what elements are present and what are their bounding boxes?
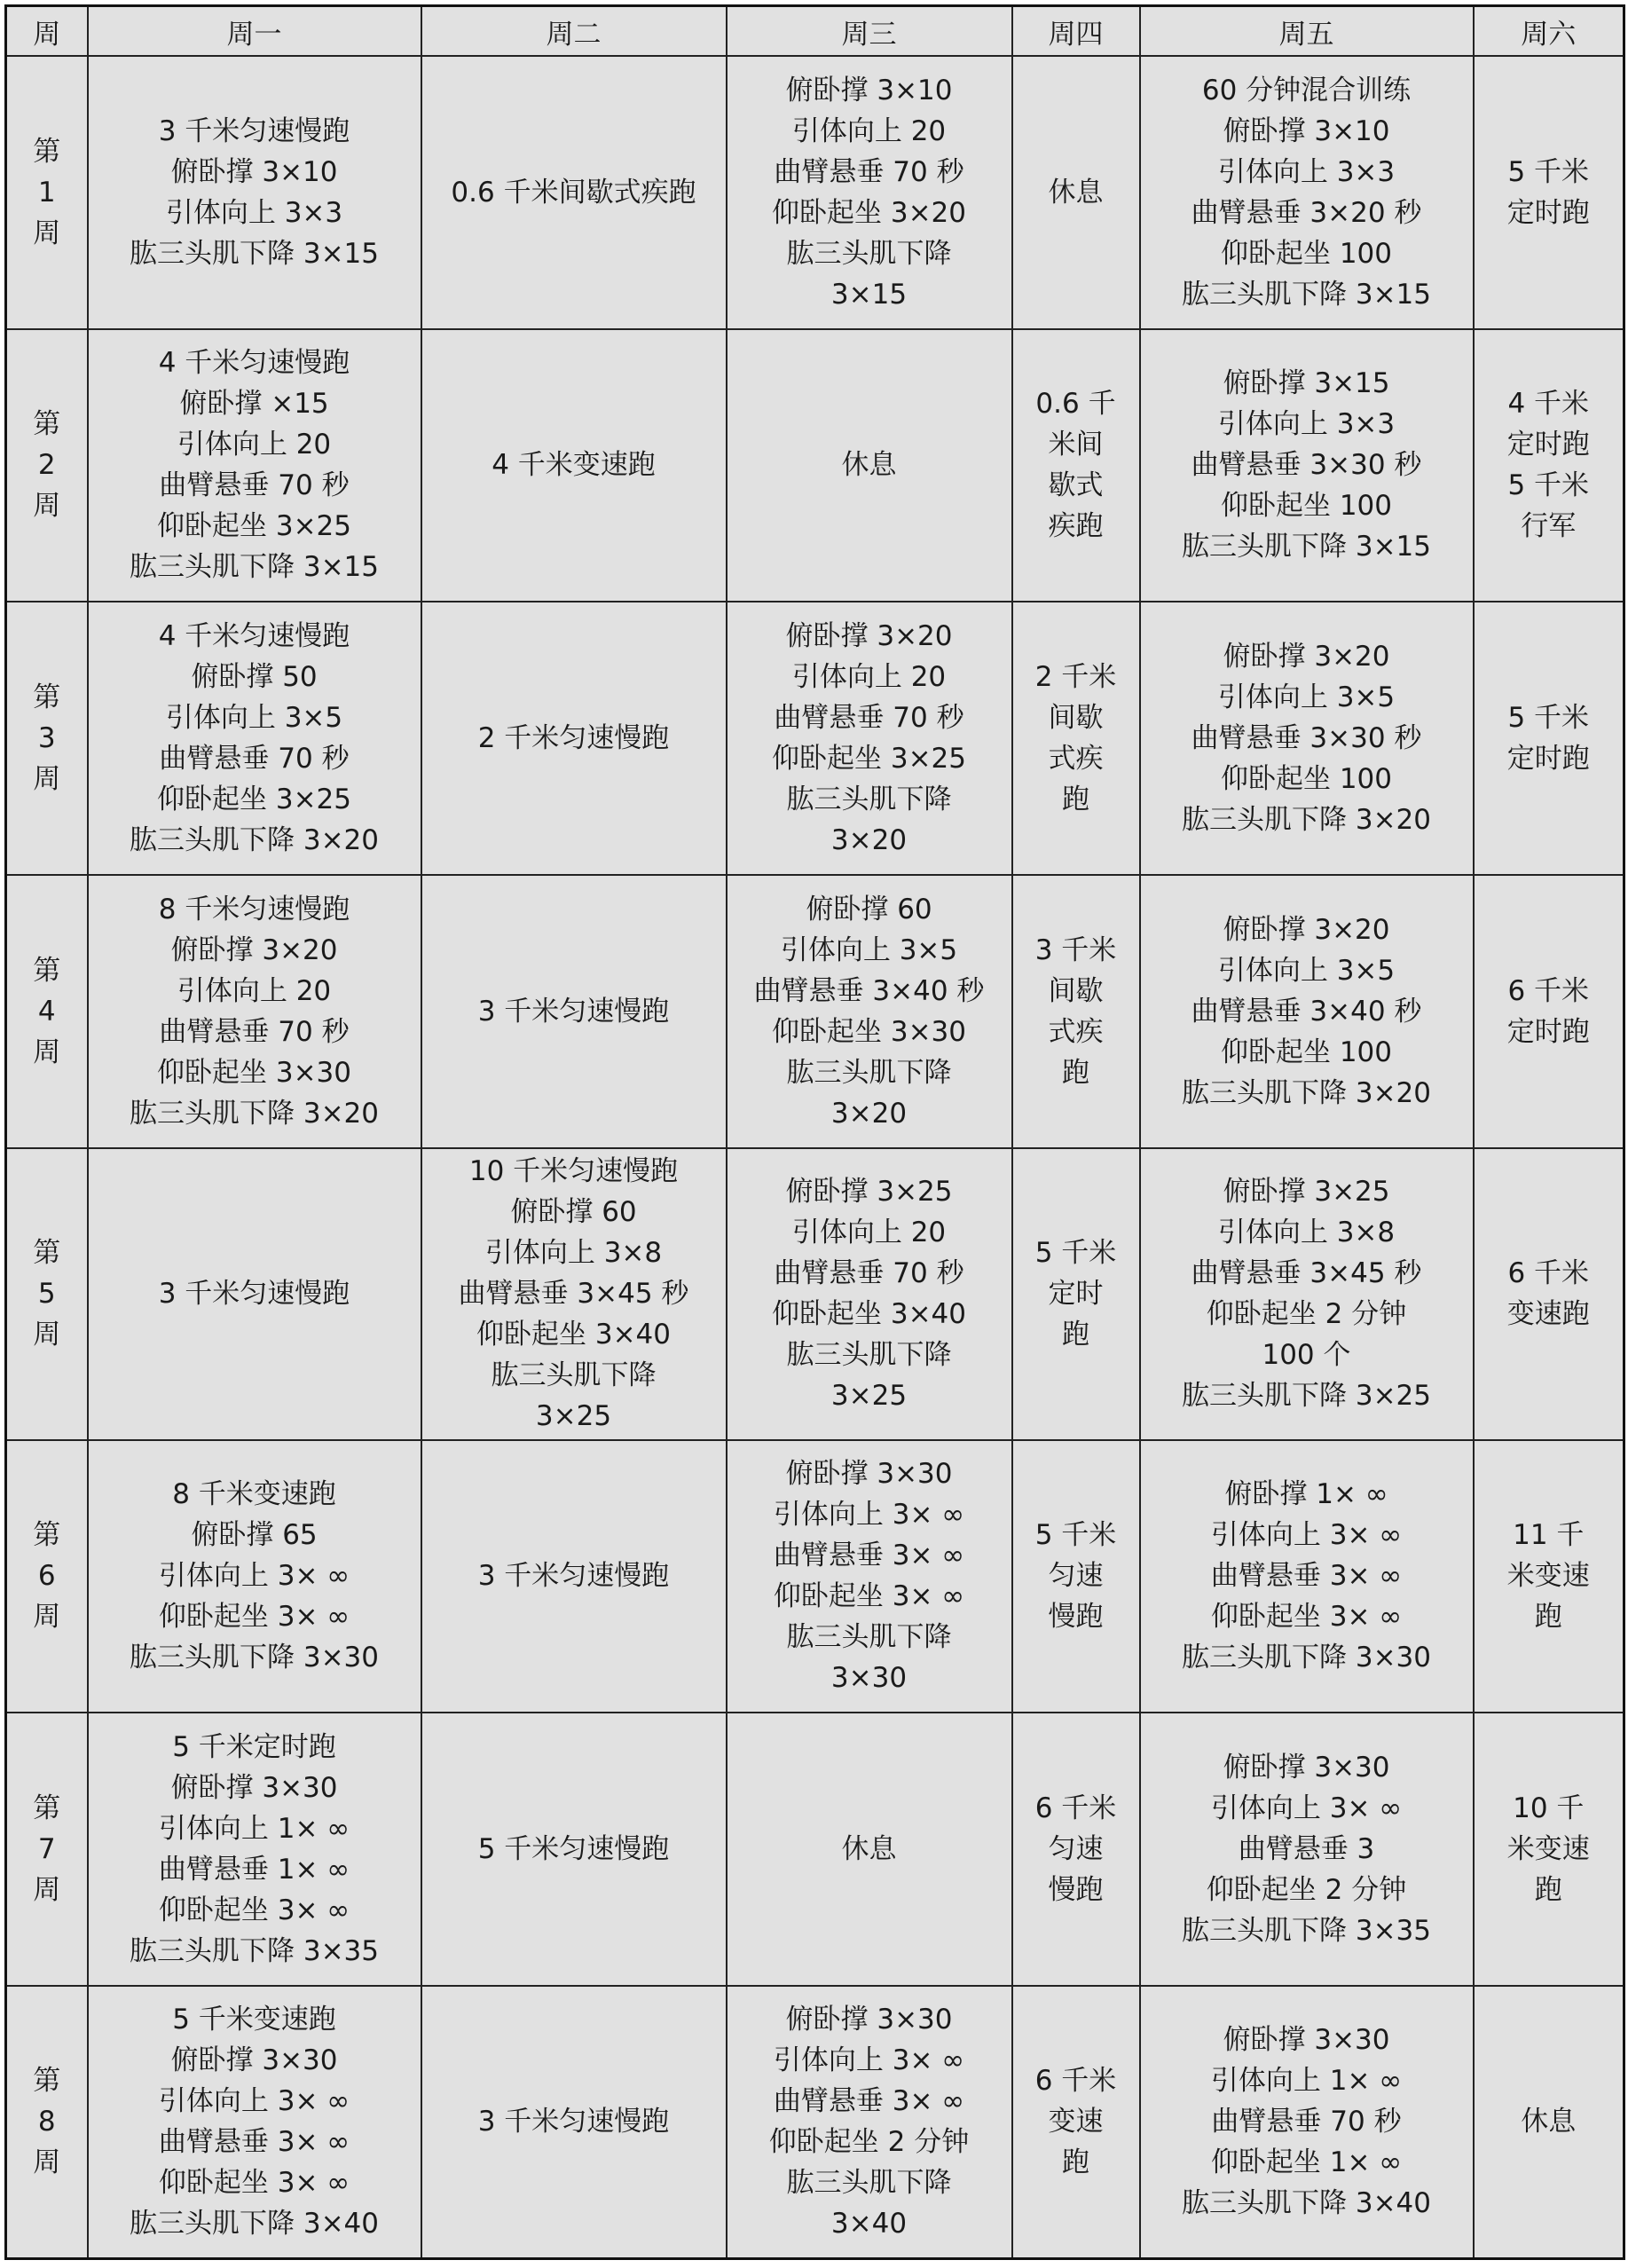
exercise-line: 引体向上 3×5 bbox=[1217, 681, 1396, 714]
exercise-line: 5 千米定时跑 bbox=[172, 1730, 336, 1763]
week-label-line: 第 bbox=[33, 954, 61, 987]
exercise-line: 肱三头肌下降 3×35 bbox=[1182, 1914, 1431, 1947]
cell-friday bbox=[1140, 1440, 1474, 1713]
exercise-line: 仰卧起坐 3×30 bbox=[157, 1056, 351, 1089]
cell-thursday bbox=[1012, 1440, 1140, 1713]
table-row bbox=[6, 1440, 1624, 1713]
exercise-line: 引体向上 1× ∞ bbox=[1210, 2065, 1403, 2098]
exercise-line: 俯卧撑 3×20 bbox=[785, 620, 953, 653]
exercise-line: 仰卧起坐 3× ∞ bbox=[773, 1580, 965, 1613]
exercise-line: 引体向上 3×5 bbox=[1217, 954, 1396, 987]
exercise-line: 3×30 bbox=[830, 1662, 908, 1695]
cell-monday bbox=[88, 1440, 421, 1713]
cell-saturday bbox=[1474, 1713, 1624, 1986]
cell-thursday bbox=[1012, 602, 1140, 875]
cell-friday bbox=[1140, 875, 1474, 1148]
exercise-line: 休息 bbox=[1048, 176, 1104, 209]
cell-friday bbox=[1140, 1713, 1474, 1986]
table-header bbox=[6, 6, 1624, 57]
exercise-line: 俯卧撑 3×20 bbox=[1223, 913, 1390, 946]
exercise-line: 曲臂悬垂 3×30 秒 bbox=[1191, 722, 1422, 755]
cell-wednesday bbox=[727, 56, 1012, 329]
cell-saturday bbox=[1474, 1986, 1624, 2259]
cell-tuesday bbox=[421, 875, 727, 1148]
exercise-line: 仰卧起坐 3×25 bbox=[157, 784, 351, 816]
exercise-line: 引体向上 20 bbox=[177, 429, 332, 461]
exercise-line: 休息 bbox=[841, 1832, 897, 1865]
cell-monday bbox=[88, 56, 421, 329]
exercise-line: 肱三头肌下降 3×30 bbox=[130, 1642, 379, 1674]
exercise-line: 0.6 千米间歇式疾跑 bbox=[451, 176, 696, 209]
exercise-line: 肱三头肌下降 bbox=[786, 784, 952, 816]
exercise-line: 引体向上 3×8 bbox=[484, 1237, 663, 1270]
exercise-line: 3 千米匀速慢跑 bbox=[158, 1278, 350, 1311]
table-row bbox=[6, 1713, 1624, 1986]
exercise-line: 跑 bbox=[1062, 1319, 1089, 1351]
week-label-line: 周 bbox=[33, 490, 61, 523]
exercise-line: 肱三头肌下降 3×20 bbox=[130, 1097, 379, 1130]
exercise-line: 引体向上 1× ∞ bbox=[158, 1812, 350, 1845]
exercise-line: 3 千米匀速慢跑 bbox=[477, 1560, 670, 1593]
cell-thursday bbox=[1012, 875, 1140, 1148]
exercise-line: 引体向上 3× ∞ bbox=[773, 1499, 965, 1532]
exercise-line: 5 千米 bbox=[1507, 702, 1590, 735]
week-label-line: 2 bbox=[37, 449, 56, 482]
cell-tuesday bbox=[421, 56, 727, 329]
exercise-line: 曲臂悬垂 3× ∞ bbox=[1210, 1560, 1403, 1593]
exercise-line: 仰卧起坐 3×20 bbox=[772, 196, 966, 229]
table-row bbox=[6, 1148, 1624, 1440]
exercise-line: 引体向上 3× ∞ bbox=[773, 2044, 965, 2077]
exercise-line: 肱三头肌下降 3×40 bbox=[130, 2208, 379, 2240]
week-label-line: 第 bbox=[33, 408, 61, 441]
exercise-line: 曲臂悬垂 1× ∞ bbox=[158, 1853, 350, 1886]
table-row bbox=[6, 602, 1624, 875]
exercise-line: 3 千米匀速慢跑 bbox=[477, 2106, 670, 2138]
week-label-line: 周 bbox=[33, 1601, 61, 1634]
exercise-line: 仰卧起坐 2 分钟 bbox=[768, 2126, 970, 2159]
week-label-line: 第 bbox=[33, 135, 61, 168]
exercise-line: 俯卧撑 60 bbox=[510, 1196, 637, 1229]
exercise-line: 行军 bbox=[1521, 510, 1577, 543]
exercise-line: 肱三头肌下降 3×20 bbox=[130, 824, 379, 857]
week-label-line: 第 bbox=[33, 2065, 61, 2098]
exercise-line: 跑 bbox=[1534, 1873, 1562, 1906]
exercise-line: 3×25 bbox=[830, 1380, 908, 1413]
exercise-line: 2 千米 bbox=[1034, 661, 1117, 694]
exercise-line: 肱三头肌下降 3×30 bbox=[1182, 1642, 1431, 1674]
week-label-line: 5 bbox=[37, 1278, 56, 1311]
cell-tuesday bbox=[421, 329, 727, 602]
exercise-line: 肱三头肌下降 3×15 bbox=[1182, 531, 1431, 563]
cell-monday bbox=[88, 875, 421, 1148]
exercise-line: 引体向上 3× ∞ bbox=[158, 2085, 350, 2118]
exercise-line: 匀速 bbox=[1048, 1560, 1104, 1593]
exercise-line: 仰卧起坐 1× ∞ bbox=[1210, 2146, 1403, 2179]
exercise-line: 60 分钟混合训练 bbox=[1201, 74, 1412, 106]
cell-monday bbox=[88, 1713, 421, 1986]
cell-tuesday bbox=[421, 1148, 727, 1440]
exercise-line: 俯卧撑 3×25 bbox=[1223, 1176, 1390, 1209]
exercise-line: 肱三头肌下降 3×35 bbox=[130, 1934, 379, 1967]
exercise-line: 4 千米匀速慢跑 bbox=[158, 347, 350, 380]
cell-saturday bbox=[1474, 875, 1624, 1148]
table-row bbox=[6, 56, 1624, 329]
exercise-line: 3 千米 bbox=[1034, 933, 1117, 966]
table-row bbox=[6, 329, 1624, 602]
exercise-line: 俯卧撑 ×15 bbox=[179, 388, 329, 421]
cell-saturday bbox=[1474, 1148, 1624, 1440]
exercise-line: 引体向上 3× ∞ bbox=[158, 1560, 350, 1593]
exercise-line: 仰卧起坐 3×25 bbox=[157, 510, 351, 543]
exercise-line: 定时跑 bbox=[1506, 196, 1590, 229]
week-label-cell bbox=[6, 1713, 88, 1986]
exercise-line: 曲臂悬垂 70 秒 bbox=[159, 743, 350, 776]
exercise-line: 6 千米 bbox=[1034, 1792, 1117, 1824]
exercise-line: 定时跑 bbox=[1506, 743, 1590, 776]
exercise-line: 米间 bbox=[1048, 429, 1104, 461]
header-wednesday: 周三 bbox=[727, 6, 1012, 57]
cell-saturday bbox=[1474, 56, 1624, 329]
header-saturday: 周六 bbox=[1474, 6, 1624, 57]
exercise-line: 引体向上 3×3 bbox=[165, 196, 343, 229]
exercise-line: 俯卧撑 3×30 bbox=[785, 1458, 953, 1491]
cell-wednesday bbox=[727, 1713, 1012, 1986]
exercise-line: 6 千米 bbox=[1507, 974, 1590, 1007]
cell-saturday bbox=[1474, 1440, 1624, 1713]
exercise-line: 仰卧起坐 2 分钟 bbox=[1206, 1298, 1407, 1331]
exercise-line: 10 千 bbox=[1513, 1792, 1585, 1824]
exercise-line: 仰卧起坐 100 bbox=[1220, 490, 1393, 523]
exercise-line: 间歇 bbox=[1048, 974, 1104, 1007]
exercise-line: 3×20 bbox=[830, 1097, 908, 1130]
exercise-line: 肱三头肌下降 3×25 bbox=[1182, 1380, 1431, 1413]
exercise-line: 4 千米匀速慢跑 bbox=[158, 620, 350, 653]
exercise-line: 8 千米匀速慢跑 bbox=[158, 893, 350, 925]
exercise-line: 俯卧撑 60 bbox=[806, 893, 932, 925]
exercise-line: 仰卧起坐 3×40 bbox=[476, 1319, 671, 1351]
exercise-line: 8 千米变速跑 bbox=[172, 1478, 336, 1511]
exercise-line: 慢跑 bbox=[1048, 1601, 1104, 1634]
exercise-line: 曲臂悬垂 3×20 秒 bbox=[1191, 196, 1422, 229]
cell-wednesday bbox=[727, 1148, 1012, 1440]
cell-tuesday bbox=[421, 1986, 727, 2259]
week-label-cell bbox=[6, 1148, 88, 1440]
cell-thursday bbox=[1012, 1713, 1140, 1986]
exercise-line: 引体向上 3×3 bbox=[1217, 155, 1396, 188]
exercise-line: 肱三头肌下降 bbox=[491, 1359, 657, 1392]
week-label-cell bbox=[6, 602, 88, 875]
exercise-line: 5 千米 bbox=[1034, 1519, 1117, 1552]
exercise-line: 曲臂悬垂 70 秒 bbox=[774, 155, 964, 188]
exercise-line: 俯卧撑 3×30 bbox=[1223, 1751, 1390, 1784]
header-friday: 周五 bbox=[1140, 6, 1474, 57]
week-label-line: 7 bbox=[37, 1832, 56, 1865]
exercise-line: 俯卧撑 3×30 bbox=[170, 1771, 338, 1804]
exercise-line: 肱三头肌下降 3×20 bbox=[1182, 1076, 1431, 1109]
exercise-line: 2 千米匀速慢跑 bbox=[477, 722, 670, 755]
exercise-line: 间歇 bbox=[1048, 702, 1104, 735]
exercise-line: 曲臂悬垂 3× ∞ bbox=[773, 1540, 965, 1572]
header-week: 周 bbox=[6, 6, 88, 57]
exercise-line: 俯卧撑 3×20 bbox=[170, 933, 338, 966]
exercise-line: 引体向上 3×3 bbox=[1217, 408, 1396, 441]
exercise-line: 5 千米 bbox=[1507, 469, 1590, 502]
week-label-line: 周 bbox=[33, 217, 61, 249]
exercise-line: 仰卧起坐 3× ∞ bbox=[1210, 1601, 1403, 1634]
exercise-line: 曲臂悬垂 3×40 秒 bbox=[753, 974, 985, 1007]
week-label-line: 6 bbox=[37, 1560, 56, 1593]
exercise-line: 0.6 千 bbox=[1035, 388, 1116, 421]
exercise-line: 式疾 bbox=[1048, 1015, 1104, 1048]
exercise-line: 歇式 bbox=[1048, 469, 1104, 502]
exercise-line: 曲臂悬垂 3× ∞ bbox=[773, 2085, 965, 2118]
exercise-line: 定时跑 bbox=[1506, 429, 1590, 461]
exercise-line: 5 千米 bbox=[1507, 155, 1590, 188]
exercise-line: 曲臂悬垂 3×40 秒 bbox=[1191, 995, 1422, 1028]
header-monday: 周一 bbox=[88, 6, 421, 57]
cell-saturday bbox=[1474, 329, 1624, 602]
exercise-line: 仰卧起坐 100 bbox=[1220, 237, 1393, 270]
cell-monday bbox=[88, 1148, 421, 1440]
exercise-line: 肱三头肌下降 bbox=[786, 1056, 952, 1089]
cell-monday bbox=[88, 329, 421, 602]
cell-wednesday bbox=[727, 329, 1012, 602]
exercise-line: 俯卧撑 50 bbox=[191, 661, 318, 694]
exercise-line: 3 千米匀速慢跑 bbox=[477, 995, 670, 1028]
exercise-line: 俯卧撑 3×10 bbox=[785, 74, 953, 106]
cell-friday bbox=[1140, 602, 1474, 875]
exercise-line: 引体向上 3× ∞ bbox=[1210, 1792, 1403, 1824]
exercise-line: 疾跑 bbox=[1048, 510, 1104, 543]
cell-monday bbox=[88, 1986, 421, 2259]
header-thursday: 周四 bbox=[1012, 6, 1140, 57]
exercise-line: 肱三头肌下降 3×15 bbox=[130, 551, 379, 584]
exercise-line: 定时跑 bbox=[1506, 1015, 1590, 1048]
exercise-line: 肱三头肌下降 3×15 bbox=[1182, 278, 1431, 311]
exercise-line: 肱三头肌下降 bbox=[786, 1621, 952, 1654]
exercise-line: 曲臂悬垂 70 秒 bbox=[159, 469, 350, 502]
exercise-line: 俯卧撑 3×20 bbox=[1223, 641, 1390, 673]
exercise-line: 引体向上 3× ∞ bbox=[1210, 1519, 1403, 1552]
exercise-line: 3×20 bbox=[830, 824, 908, 857]
week-label-line: 周 bbox=[33, 2146, 61, 2179]
exercise-line: 100 个 bbox=[1262, 1339, 1351, 1372]
training-schedule-table bbox=[4, 4, 1625, 2260]
exercise-line: 仰卧起坐 3× ∞ bbox=[158, 1601, 350, 1634]
exercise-line: 仰卧起坐 3×30 bbox=[772, 1015, 966, 1048]
exercise-line: 慢跑 bbox=[1048, 1873, 1104, 1906]
exercise-line: 肱三头肌下降 bbox=[786, 1339, 952, 1372]
exercise-line: 引体向上 20 bbox=[791, 114, 947, 147]
exercise-line: 曲臂悬垂 3× ∞ bbox=[158, 2126, 350, 2159]
exercise-line: 3×15 bbox=[830, 278, 908, 311]
exercise-line: 11 千 bbox=[1513, 1519, 1585, 1552]
table-body bbox=[6, 56, 1624, 2259]
cell-friday bbox=[1140, 1986, 1474, 2259]
exercise-line: 跑 bbox=[1062, 1056, 1089, 1089]
exercise-line: 曲臂悬垂 3×30 秒 bbox=[1191, 449, 1422, 482]
exercise-line: 3×25 bbox=[535, 1400, 612, 1433]
week-label-cell bbox=[6, 56, 88, 329]
exercise-line: 俯卧撑 3×30 bbox=[785, 2004, 953, 2036]
week-label-cell bbox=[6, 875, 88, 1148]
exercise-line: 肱三头肌下降 bbox=[786, 2167, 952, 2200]
exercise-line: 仰卧起坐 3× ∞ bbox=[158, 2167, 350, 2200]
exercise-line: 5 千米 bbox=[1034, 1237, 1117, 1270]
table-row bbox=[6, 875, 1624, 1148]
cell-saturday bbox=[1474, 602, 1624, 875]
week-label-line: 第 bbox=[33, 1792, 61, 1824]
week-label-line: 4 bbox=[37, 995, 56, 1028]
exercise-line: 5 千米匀速慢跑 bbox=[477, 1832, 670, 1865]
exercise-line: 俯卧撑 1× ∞ bbox=[1224, 1478, 1388, 1511]
exercise-line: 引体向上 3×8 bbox=[1217, 1217, 1396, 1249]
header-tuesday: 周二 bbox=[421, 6, 727, 57]
exercise-line: 6 千米 bbox=[1034, 2065, 1117, 2098]
cell-thursday bbox=[1012, 56, 1140, 329]
exercise-line: 4 千米变速跑 bbox=[492, 449, 656, 482]
cell-thursday bbox=[1012, 1148, 1140, 1440]
cell-tuesday bbox=[421, 1713, 727, 1986]
exercise-line: 仰卧起坐 3×25 bbox=[772, 743, 966, 776]
exercise-line: 俯卧撑 3×10 bbox=[1223, 114, 1390, 147]
exercise-line: 休息 bbox=[1521, 2106, 1577, 2138]
exercise-line: 引体向上 20 bbox=[177, 974, 332, 1007]
exercise-line: 仰卧起坐 3×40 bbox=[772, 1298, 966, 1331]
cell-wednesday bbox=[727, 875, 1012, 1148]
week-label-cell bbox=[6, 329, 88, 602]
exercise-line: 肱三头肌下降 3×20 bbox=[1182, 804, 1431, 837]
exercise-line: 仰卧起坐 100 bbox=[1220, 1036, 1393, 1068]
header-row bbox=[6, 6, 1624, 57]
week-label-line: 3 bbox=[37, 722, 56, 755]
exercise-line: 曲臂悬垂 3×45 秒 bbox=[458, 1278, 689, 1311]
exercise-line: 匀速 bbox=[1048, 1832, 1104, 1865]
exercise-line: 肱三头肌下降 3×15 bbox=[130, 237, 379, 270]
exercise-line: 俯卧撑 3×10 bbox=[170, 155, 338, 188]
exercise-line: 跑 bbox=[1062, 2146, 1089, 2179]
cell-friday bbox=[1140, 329, 1474, 602]
exercise-line: 俯卧撑 3×15 bbox=[1223, 367, 1390, 400]
exercise-line: 曲臂悬垂 70 秒 bbox=[774, 702, 964, 735]
exercise-line: 3×40 bbox=[830, 2208, 908, 2240]
exercise-line: 变速跑 bbox=[1506, 1298, 1590, 1331]
week-label-line: 周 bbox=[33, 1036, 61, 1068]
exercise-line: 曲臂悬垂 3 bbox=[1238, 1832, 1375, 1865]
exercise-line: 肱三头肌下降 bbox=[786, 237, 952, 270]
cell-monday bbox=[88, 602, 421, 875]
exercise-line: 4 千米 bbox=[1507, 388, 1590, 421]
exercise-line: 跑 bbox=[1062, 784, 1089, 816]
exercise-line: 变速 bbox=[1048, 2106, 1104, 2138]
exercise-line: 曲臂悬垂 70 秒 bbox=[159, 1015, 350, 1048]
cell-thursday bbox=[1012, 329, 1140, 602]
exercise-line: 引体向上 20 bbox=[791, 661, 947, 694]
table-row bbox=[6, 1986, 1624, 2259]
cell-friday bbox=[1140, 1148, 1474, 1440]
exercise-line: 引体向上 3×5 bbox=[780, 933, 958, 966]
exercise-line: 仰卧起坐 3× ∞ bbox=[158, 1894, 350, 1926]
exercise-line: 休息 bbox=[841, 449, 897, 482]
week-label-line: 第 bbox=[33, 681, 61, 714]
week-label-cell bbox=[6, 1440, 88, 1713]
exercise-line: 俯卧撑 65 bbox=[191, 1519, 318, 1552]
exercise-line: 式疾 bbox=[1048, 743, 1104, 776]
week-label-line: 第 bbox=[33, 1237, 61, 1270]
week-label-line: 第 bbox=[33, 1519, 61, 1552]
week-label-cell bbox=[6, 1986, 88, 2259]
exercise-line: 3 千米匀速慢跑 bbox=[158, 114, 350, 147]
exercise-line: 仰卧起坐 100 bbox=[1220, 763, 1393, 796]
exercise-line: 肱三头肌下降 3×40 bbox=[1182, 2187, 1431, 2220]
cell-tuesday bbox=[421, 602, 727, 875]
exercise-line: 6 千米 bbox=[1507, 1257, 1590, 1290]
cell-wednesday bbox=[727, 1440, 1012, 1713]
exercise-line: 俯卧撑 3×30 bbox=[1223, 2024, 1390, 2057]
week-label-line: 周 bbox=[33, 1873, 61, 1906]
exercise-line: 米变速 bbox=[1506, 1832, 1590, 1865]
exercise-line: 5 千米变速跑 bbox=[172, 2004, 336, 2036]
exercise-line: 俯卧撑 3×30 bbox=[170, 2044, 338, 2077]
exercise-line: 曲臂悬垂 3×45 秒 bbox=[1191, 1257, 1422, 1290]
cell-friday bbox=[1140, 56, 1474, 329]
exercise-line: 引体向上 20 bbox=[791, 1217, 947, 1249]
exercise-line: 10 千米匀速慢跑 bbox=[468, 1155, 679, 1188]
exercise-line: 跑 bbox=[1534, 1601, 1562, 1634]
exercise-line: 定时 bbox=[1048, 1278, 1104, 1311]
week-label-line: 1 bbox=[37, 176, 56, 209]
cell-wednesday bbox=[727, 602, 1012, 875]
exercise-line: 引体向上 3×5 bbox=[165, 702, 343, 735]
cell-tuesday bbox=[421, 1440, 727, 1713]
exercise-line: 仰卧起坐 2 分钟 bbox=[1206, 1873, 1407, 1906]
week-label-line: 周 bbox=[33, 763, 61, 796]
exercise-line: 曲臂悬垂 70 秒 bbox=[1211, 2106, 1402, 2138]
exercise-line: 曲臂悬垂 70 秒 bbox=[774, 1257, 964, 1290]
exercise-line: 米变速 bbox=[1506, 1560, 1590, 1593]
week-label-line: 8 bbox=[37, 2106, 56, 2138]
cell-wednesday bbox=[727, 1986, 1012, 2259]
exercise-line: 俯卧撑 3×25 bbox=[785, 1176, 953, 1209]
cell-thursday bbox=[1012, 1986, 1140, 2259]
week-label-line: 周 bbox=[33, 1319, 61, 1351]
